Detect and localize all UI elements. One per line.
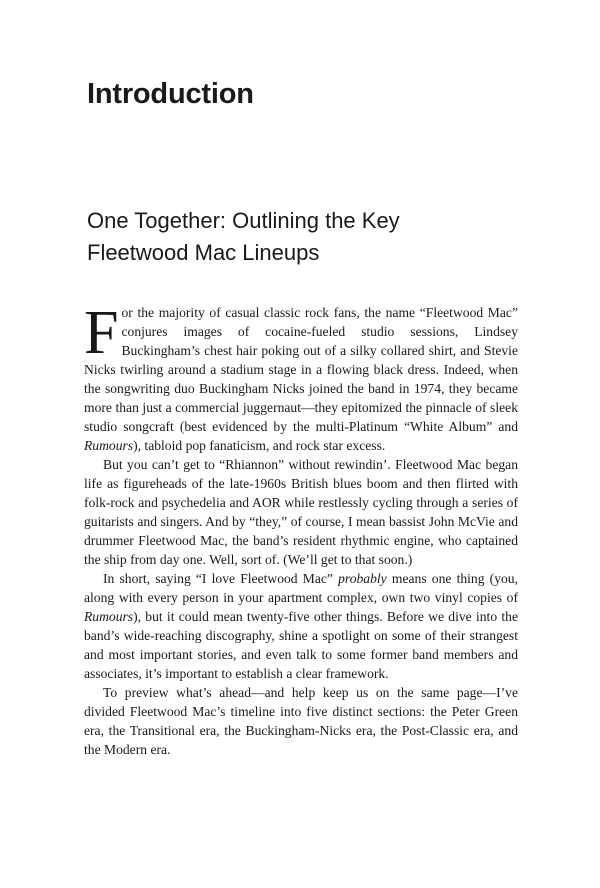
paragraph-1 [84,299,518,455]
section-title [87,205,507,269]
album-title-rumours: Rumours [84,438,134,453]
paragraph-2: But you can’t get to “Rhiannon” without rewindin’. Fleetwood Mac began life as figureheads of the late-1960s British blues boom and then flirted with folk-rock and psychedelia and AOR while restlessly cycling through a series of guitarists and singers. And by “they,” of course, I mean bassist John McVie and drummer Fleetwood Mac, the band’s resident rhythmic engine, who captained the ship from day one. Well, sort of. (We’ll get to that soon.) [84,457,518,567]
paragraph-1-text-a: or the majority of casual classic rock fans, the name “Fleetwood Mac” conjures images of cocaine-fueled studio sessions, Lindsey Buckingham’s chest hair poking out of a silky collared shirt, and Stevie Nicks twirling around a stadium stage in a flowing black dress. Indeed, when the songwriting duo Buckingham Nicks joined the band in 1974, they became more than just a commercial juggernaut—they epitomized the pinnacle of sleek studio songcraft (best evidenced by the multi-Platinum “White Album” and [84,305,518,434]
paragraph-3-text-c: ), but it could mean twenty-five other things. Before we dive into the band’s wide-reaching discography, shine a spotlight on some of their strangest and most important stories, and even talk to some former band members and associates, it’s important to establish a clear framework. [84,609,518,681]
emphasis-probably: probably [338,571,387,586]
section-title-line-1: One Together: Outlining the Key [87,208,400,233]
drop-cap: F [84,299,119,367]
body-text [84,299,519,759]
paragraph-3 [84,569,518,683]
paragraph-1-text-b: ), tabloid pop fanaticism, and rock star excess. [133,438,386,453]
chapter-title: Introduction [87,78,254,110]
paragraph-3-text-b: means one thing (you, along with every person in your apartment complex, own two vinyl copies of [84,571,519,605]
album-title-rumours-2: Rumours [84,609,134,624]
section-title-line-2: Fleetwood Mac Lineups [87,240,320,265]
paragraph-4: To preview what’s ahead—and help keep us on the same page—I’ve divided Fleetwood Mac’s timeline into five distinct sections: the Peter Green era, the Transitional era, the Buckingham-Nicks era, the Post-Classic era, and the Modern era. [84,685,518,757]
paragraph-3-text-a: In short, saying “I love Fleetwood Mac” [103,571,339,586]
